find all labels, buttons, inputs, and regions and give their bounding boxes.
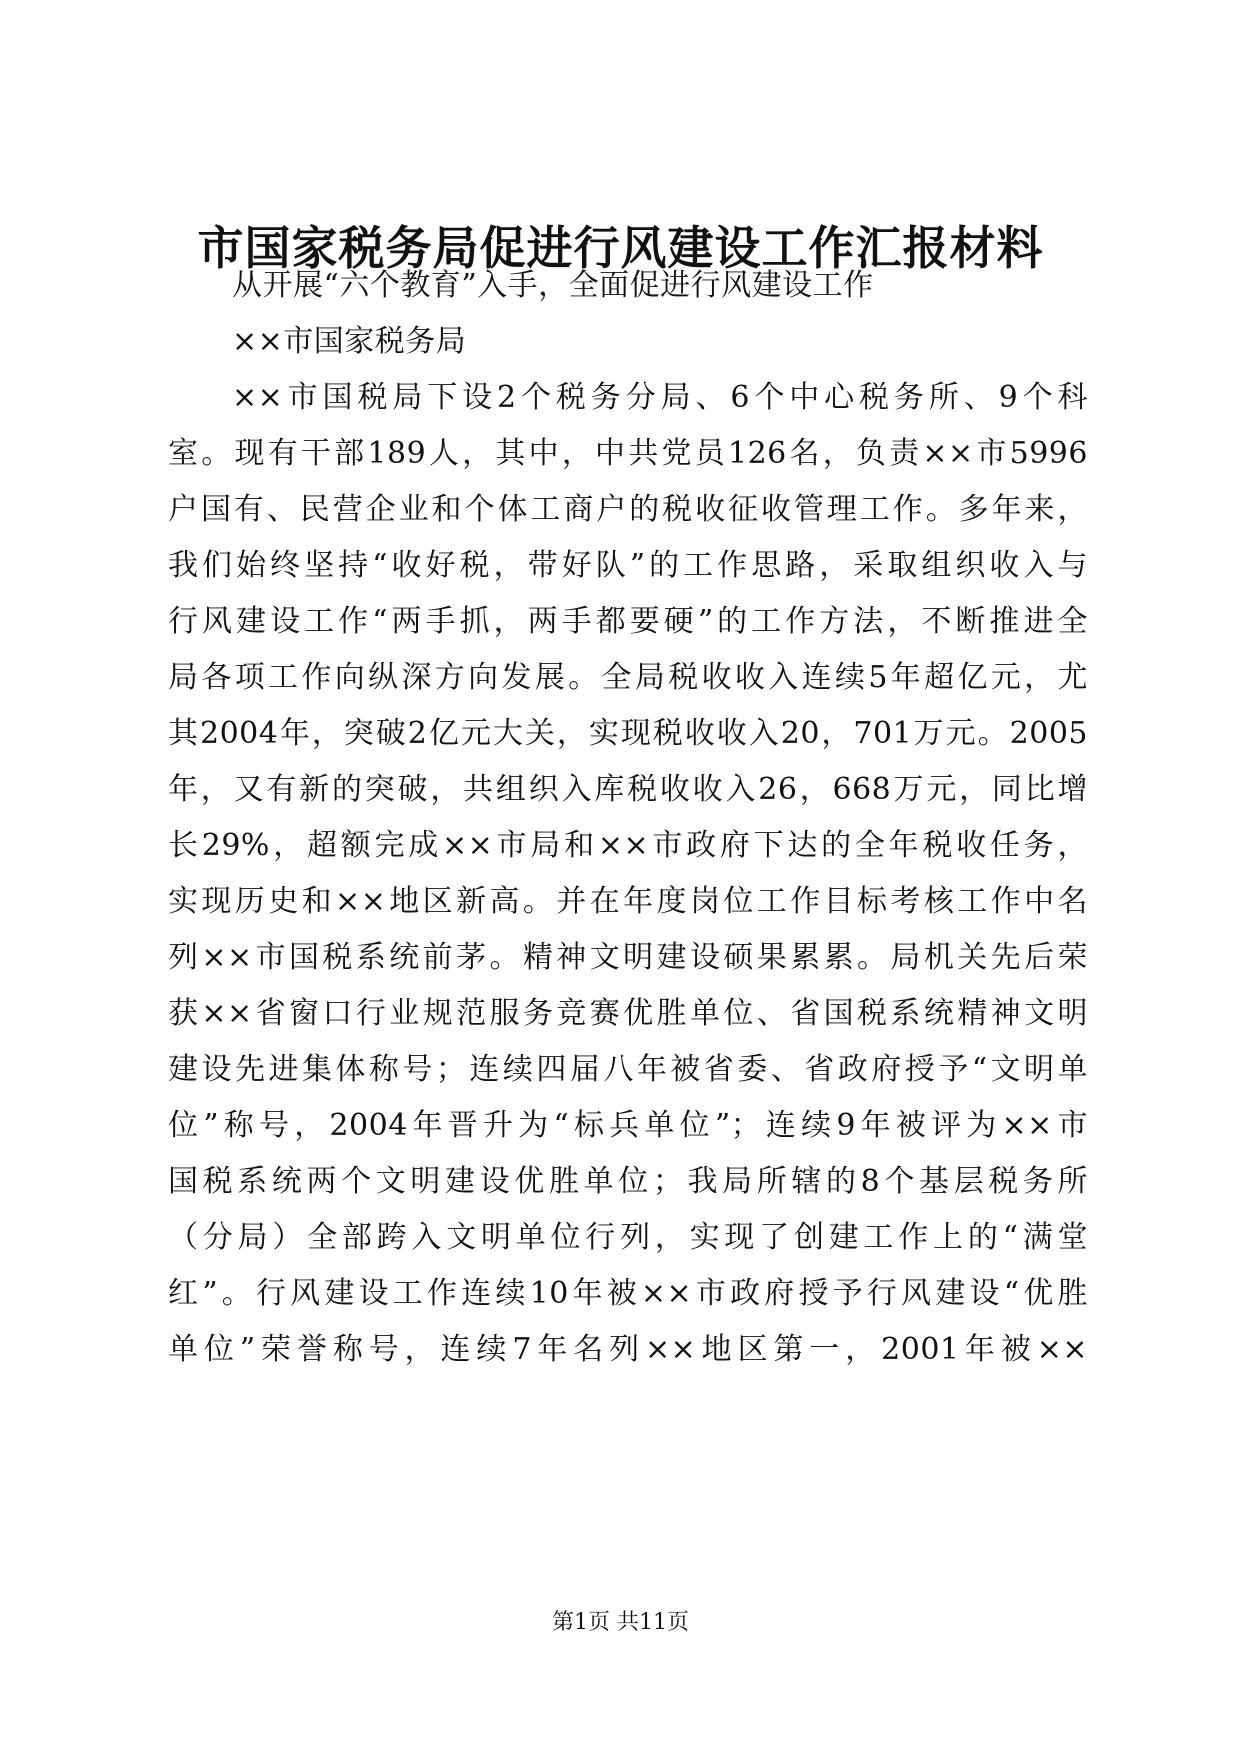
- body-line: （分局）全部跨入文明单位行列，实现了创建工作上的“满堂: [168, 1220, 1088, 1255]
- body-line: 我们始终坚持“收好税，带好队”的工作思路，采取组织收入与: [168, 548, 1088, 583]
- body-line: 局各项工作向纵深方向发展。全局税收收入连续5年超亿元，尤: [168, 660, 1088, 695]
- body-line: 单位”荣誉称号，连续7年名列××地区第一，2001年被××: [168, 1332, 1088, 1367]
- document-organization: ××市国家税务局: [232, 324, 467, 359]
- body-line: 国税系统两个文明建设优胜单位；我局所辖的8个基层税务所: [168, 1164, 1088, 1199]
- body-line: 长29%，超额完成××市局和××市政府下达的全年税收任务，: [168, 828, 1088, 863]
- body-line: 位”称号，2004年晋升为“标兵单位”；连续9年被评为××市: [168, 1108, 1088, 1143]
- body-line: 红”。行风建设工作连续10年被××市政府授予行风建设“优胜: [168, 1276, 1088, 1311]
- document-subtitle: 从开展“六个教育”入手，全面促进行风建设工作: [232, 268, 874, 303]
- body-line: 列××市国税系统前茅。精神文明建设硕果累累。局机关先后荣: [168, 940, 1088, 975]
- body-line: 行风建设工作“两手抓，两手都要硬”的工作方法，不断推进全: [168, 604, 1088, 639]
- document-title: 市国家税务局促进行风建设工作汇报材料: [197, 221, 1044, 275]
- body-line: 户国有、民营企业和个体工商户的税收征收管理工作。多年来，: [168, 492, 1088, 527]
- body-line: 其2004年，突破2亿元大关，实现税收收入20，701万元。2005: [168, 716, 1088, 751]
- body-line: 建设先进集体称号；连续四届八年被省委、省政府授予“文明单: [168, 1052, 1088, 1087]
- page-number-footer: 第1页 共11页: [552, 1610, 689, 1635]
- body-line: 获××省窗口行业规范服务竞赛优胜单位、省国税系统精神文明: [168, 996, 1088, 1031]
- body-line: 室。现有干部189人，其中，中共党员126名，负责××市5996: [168, 436, 1088, 471]
- body-line: 年，又有新的突破，共组织入库税收收入26，668万元，同比增: [168, 772, 1088, 807]
- body-line: 实现历史和××地区新高。并在年度岗位工作目标考核工作中名: [168, 884, 1088, 919]
- body-line: ××市国税局下设2个税务分局、6个中心税务所、9个科: [232, 380, 1088, 415]
